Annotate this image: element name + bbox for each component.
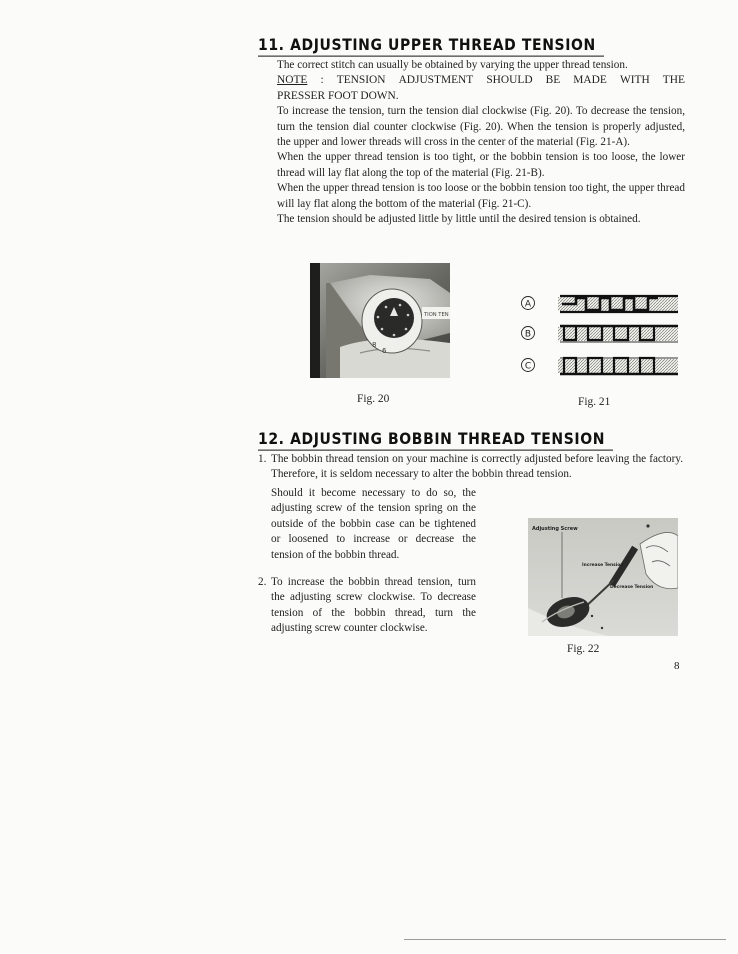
- item-number: 2.: [258, 576, 267, 588]
- svg-text:6: 6: [382, 347, 387, 355]
- note-word: MADE: [573, 74, 607, 87]
- label-decrease-tension: Decrease Tension: [610, 585, 654, 590]
- label-increase-tension: Increase Tension: [582, 563, 624, 568]
- item-2-text: To increase the bobbin thread tension, turn the adjusting screw clockwise. To decrease tension of the bobbin thread, turn the adjusting screw counter clockwise.: [271, 576, 476, 635]
- note-word: THE: [662, 74, 685, 87]
- note-line: [277, 73, 685, 88]
- label-adjusting-screw: Adjusting Screw: [532, 526, 578, 532]
- section-12-item-1: [258, 452, 683, 483]
- figure-20-photo: [310, 263, 450, 378]
- dial-label: TION TEN: [424, 312, 449, 318]
- note-word: :: [320, 74, 324, 87]
- section-12-heading: 12. ADJUSTING BOBBIN THREAD TENSION: [258, 430, 613, 451]
- svg-text:8: 8: [372, 341, 377, 349]
- marker-a: A: [524, 299, 532, 310]
- figure-22-photo: [528, 518, 678, 636]
- section-11-body: [277, 58, 685, 227]
- item-1-text: The bobbin thread tension on your machine is correctly adjusted before leaving the factory. Therefore, it is seldom necessary to alter the bobbin thread tension.: [271, 453, 683, 481]
- note-word: BE: [545, 74, 561, 87]
- marker-c: C: [524, 361, 532, 372]
- paragraph: When the upper thread tension is too tight, or the bobbin tension is too loose, the lower thread will lay flat along the top of the material (Fig. 21-B).: [277, 151, 685, 179]
- intro-text: The correct stitch can usually be obtained by varying the upper thread tension.: [277, 59, 628, 71]
- item-number: 1.: [258, 453, 267, 465]
- marker-b: B: [524, 329, 532, 340]
- note-word: SHOULD: [486, 74, 533, 87]
- paragraph: To increase the tension, turn the tension dial clockwise (Fig. 20). To decrease the tension, turn the tension dial counter clockwise (Fig. 20). When the tension is properly adjusted, the upper and lower threads will cross in the center of the material (Fig. 21-A).: [277, 105, 685, 149]
- note-word: ADJUSTMENT: [398, 74, 474, 87]
- stitch-row-c: [522, 358, 679, 374]
- item-1-continued-text: Should it become necessary to do so, the adjusting screw of the tension spring on the outside of the bobbin case can be tightened or loosened to increase or decrease the tension of the bobbin thread.: [271, 487, 476, 561]
- figure-21-stitch-diagram: [518, 287, 682, 379]
- note-word: WITH: [619, 74, 650, 87]
- page-number: 8: [674, 660, 680, 672]
- footer-rule: [404, 939, 726, 940]
- section-12-item-1-continued: [271, 486, 476, 563]
- paragraph: When the upper thread tension is too loose or the bobbin tension too tight, the upper thread will lay flat along the bottom of the material (Fig. 21-C).: [277, 182, 685, 210]
- section-12-item-2: [258, 575, 476, 637]
- stitch-row-a: [522, 296, 679, 312]
- figure-20-caption: Fig. 20: [357, 393, 390, 405]
- note-continuation: PRESSER FOOT DOWN.: [277, 89, 399, 102]
- figure-21-caption: Fig. 21: [578, 396, 611, 408]
- note-word: TENSION: [336, 74, 386, 87]
- paragraph: The tension should be adjusted little by little until the desired tension is obtained.: [277, 213, 641, 226]
- stitch-row-b: [522, 326, 679, 342]
- figure-22-caption: Fig. 22: [567, 643, 600, 655]
- section-11-heading: 11. ADJUSTING UPPER THREAD TENSION: [258, 36, 604, 57]
- note-label: NOTE: [277, 74, 308, 87]
